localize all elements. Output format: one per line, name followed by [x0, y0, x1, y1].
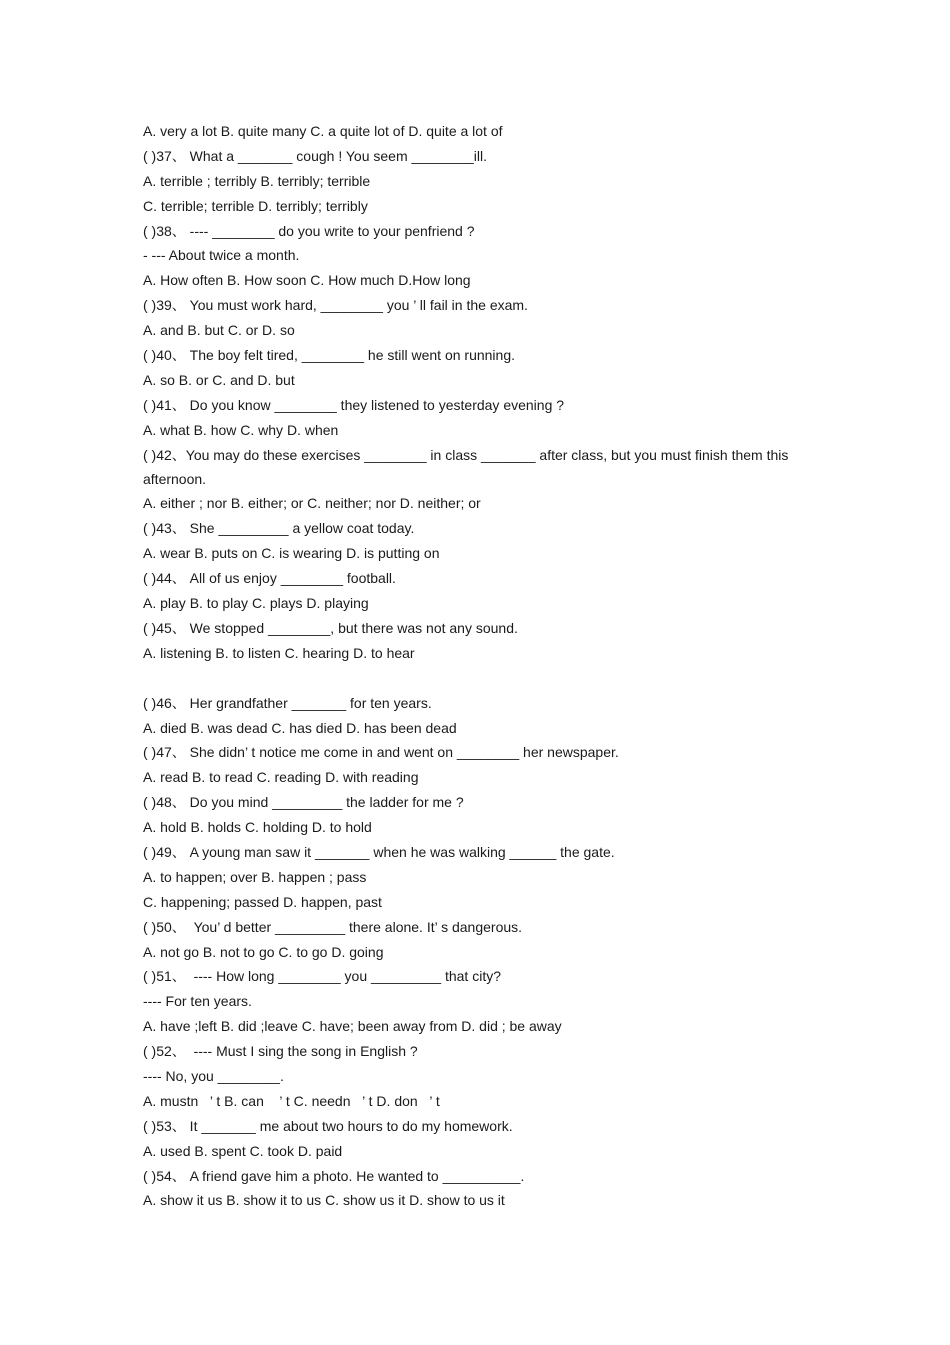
text-line: A. very a lot B. quite many C. a quite lot of D. quite a lot of: [143, 123, 503, 139]
question-54: ( )54、 A friend gave him a photo. He wanted to __________.: [143, 1167, 525, 1184]
question-51: ( )51、 ---- How long ________ you _________ that city?: [143, 968, 501, 985]
options-37-cd: C. terrible; terrible D. terribly; terribly: [143, 197, 368, 214]
options-38: A. How often B. How soon C. How much D.How long: [143, 272, 471, 289]
options-49-ab: A. to happen; over B. happen ; pass: [143, 868, 367, 885]
section-spacer: [143, 666, 813, 691]
question-38-answer-line: - --- About twice a month.: [143, 247, 300, 264]
options-45: A. listening B. to listen C. hearing D. to hear: [143, 644, 415, 661]
worksheet-content: [143, 119, 813, 1213]
options-52: A. mustn ’ t B. can ’ t C. needn ’ t D. don ’ t: [143, 1092, 440, 1109]
options-53: A. used B. spent C. took D. paid: [143, 1142, 343, 1159]
options-39: A. and B. but C. or D. so: [143, 322, 295, 339]
options-40: A. so B. or C. and D. but: [143, 371, 295, 388]
options-48: A. hold B. holds C. holding D. to hold: [143, 819, 372, 836]
options-44: A. play B. to play C. plays D. playing: [143, 594, 369, 611]
question-51-answer-line: ---- For ten years.: [143, 993, 252, 1010]
options-49-cd: C. happening; passed D. happen, past: [143, 893, 382, 910]
options-51: A. have ;left B. did ;leave C. have; been away from D. did ; be away: [143, 1018, 562, 1035]
question-46: ( )46、 Her grandfather _______ for ten years.: [143, 694, 432, 711]
options-47: A. read B. to read C. reading D. with reading: [143, 769, 419, 786]
question-52: ( )52、 ---- Must I sing the song in English ?: [143, 1043, 418, 1060]
question-40: ( )40、 The boy felt tired, ________ he still went on running.: [143, 347, 515, 364]
question-48: ( )48、 Do you mind _________ the ladder for me ?: [143, 794, 464, 811]
question-43: ( )43、 She _________ a yellow coat today.: [143, 520, 415, 537]
options-46: A. died B. was dead C. has died D. has been dead: [143, 719, 457, 736]
question-38: ( )38、 ---- ________ do you write to your penfriend ?: [143, 222, 475, 239]
question-42: ( )42、You may do these exercises ________ in class _______ after class, but you must finish them this afternoon.: [143, 446, 789, 487]
question-44: ( )44、 All of us enjoy ________ football.: [143, 570, 396, 587]
options-42: A. either ; nor B. either; or C. neither; nor D. neither; or: [143, 495, 481, 512]
question-39: ( )39、 You must work hard, ________ you ’ ll fail in the exam.: [143, 297, 528, 314]
question-41: ( )41、 Do you know ________ they listened to yesterday evening ?: [143, 396, 565, 413]
options-37-ab: A. terrible ; terribly B. terribly; terrible: [143, 172, 371, 189]
options-54: A. show it us B. show it to us C. show us it D. show to us it: [143, 1192, 505, 1209]
question-50: ( )50、 You’ d better _________ there alone. It’ s dangerous.: [143, 918, 523, 935]
question-49: ( )49、 A young man saw it _______ when he was walking ______ the gate.: [143, 843, 615, 860]
question-37: ( )37、 What a _______ cough ! You seem ________ill.: [143, 147, 488, 164]
question-53: ( )53、 It _______ me about two hours to do my homework.: [143, 1117, 513, 1134]
question-47: ( )47、 She didn’ t notice me come in and went on ________ her newspaper.: [143, 744, 619, 761]
options-50: A. not go B. not to go C. to go D. going: [143, 943, 384, 960]
question-45: ( )45、 We stopped ________, but there was not any sound.: [143, 619, 518, 636]
question-52-answer-line: ---- No, you ________.: [143, 1067, 284, 1084]
options-43: A. wear B. puts on C. is wearing D. is putting on: [143, 545, 440, 562]
options-41: A. what B. how C. why D. when: [143, 421, 339, 438]
